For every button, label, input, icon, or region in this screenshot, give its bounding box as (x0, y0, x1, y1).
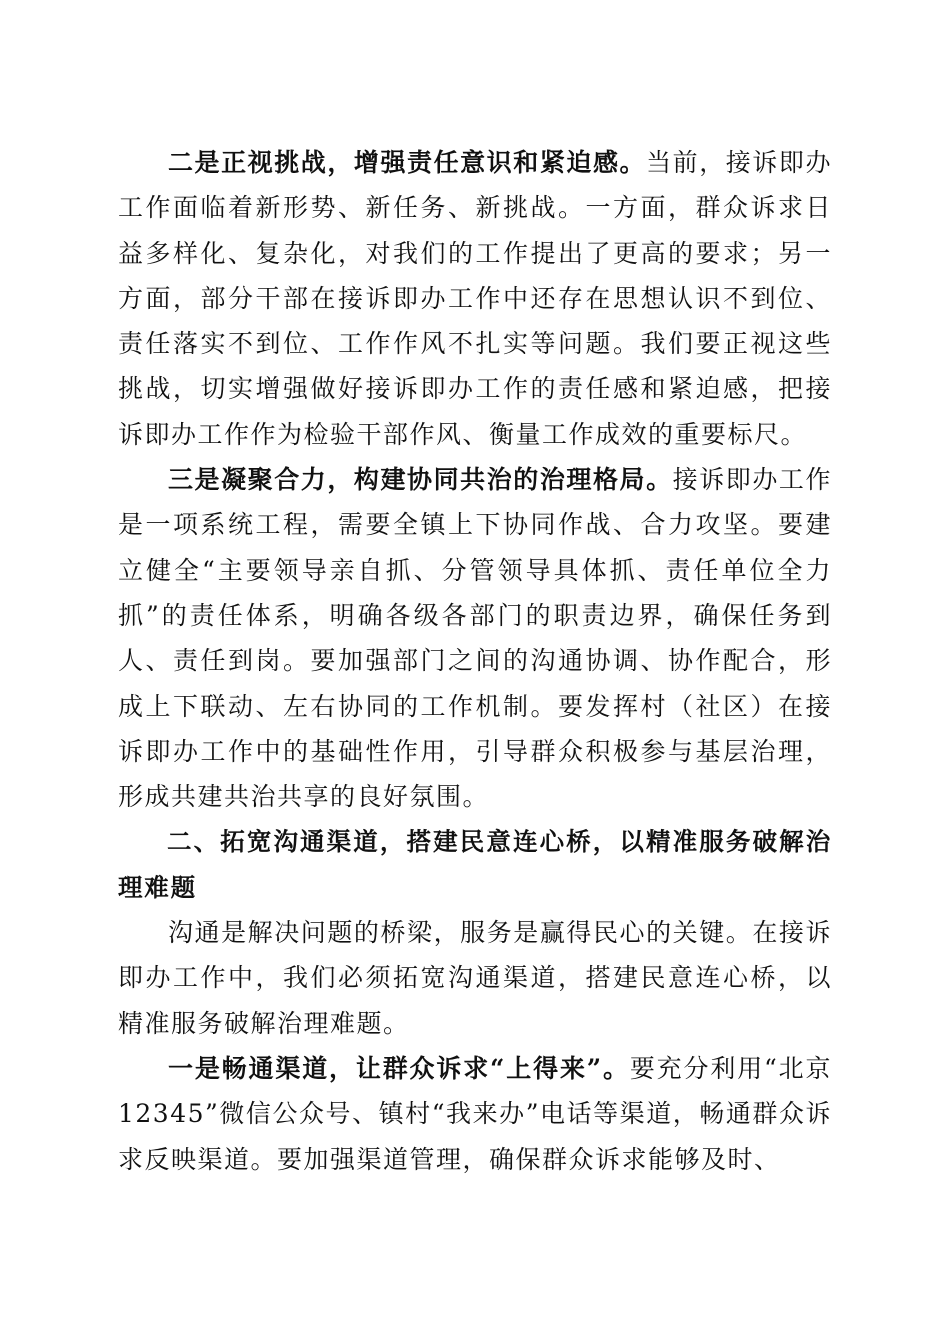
paragraph-lead: 一是畅通渠道，让群众诉求“上得来”。 (168, 1053, 630, 1083)
paragraph-body: 沟通是解决问题的桥梁，服务是赢得民心的关键。在接诉即办工作中，我们必须拓宽沟通渠道，搭建民意连心桥，以精准服务破解治理难题。 (118, 918, 832, 1038)
paragraph-lead: 二是正视挑战，增强责任意识和紧迫感。 (168, 148, 647, 177)
document-page (118, 140, 832, 1182)
paragraph-body: 当前，接诉即办工作面临着新形势、新任务、新挑战。一方面，群众诉求日益多样化、复杂化，对我们的工作提出了更高的要求；另一方面，部分干部在接诉即办工作中还存在思想认识不到位、责任落实不到位、工作作风不扎实等问题。我们要正视这些挑战，切实增强做好接诉即办工作的责任感和紧迫感，把接诉即办工作作为检验干部作风、衡量工作成效的重要标尺。 (118, 148, 832, 449)
paragraph-face-challenges (118, 140, 832, 457)
section-heading: 二、拓宽沟通渠道，搭建民意连心桥，以精准服务破解治理难题 (118, 827, 832, 902)
paragraph-lead: 三是凝聚合力，构建协同共治的治理格局。 (168, 465, 673, 495)
paragraph-build-synergy (118, 457, 832, 819)
paragraph-communication-intro (118, 910, 832, 1046)
paragraph-smooth-channels (118, 1046, 832, 1182)
paragraph-body: 要充分利用“北京12345”微信公众号、镇村“我来办”电话等渠道，畅通群众诉求反映渠道。要加强渠道管理，确保群众诉求能够及时、 (118, 1053, 832, 1174)
paragraph-body: 接诉即办工作是一项系统工程，需要全镇上下协同作战、合力攻坚。要建立健全“主要领导亲自抓、分管领导具体抓、责任单位全力抓”的责任体系，明确各级各部门的职责边界，确保任务到人、责任到岗。要加强部门之间的沟通协调、协作配合，形成上下联动、左右协同的工作机制。要发挥村（社区）在接诉即办工作中的基础性作用，引导群众积极参与基层治理，形成共建共治共享的良好氛围。 (118, 465, 832, 812)
